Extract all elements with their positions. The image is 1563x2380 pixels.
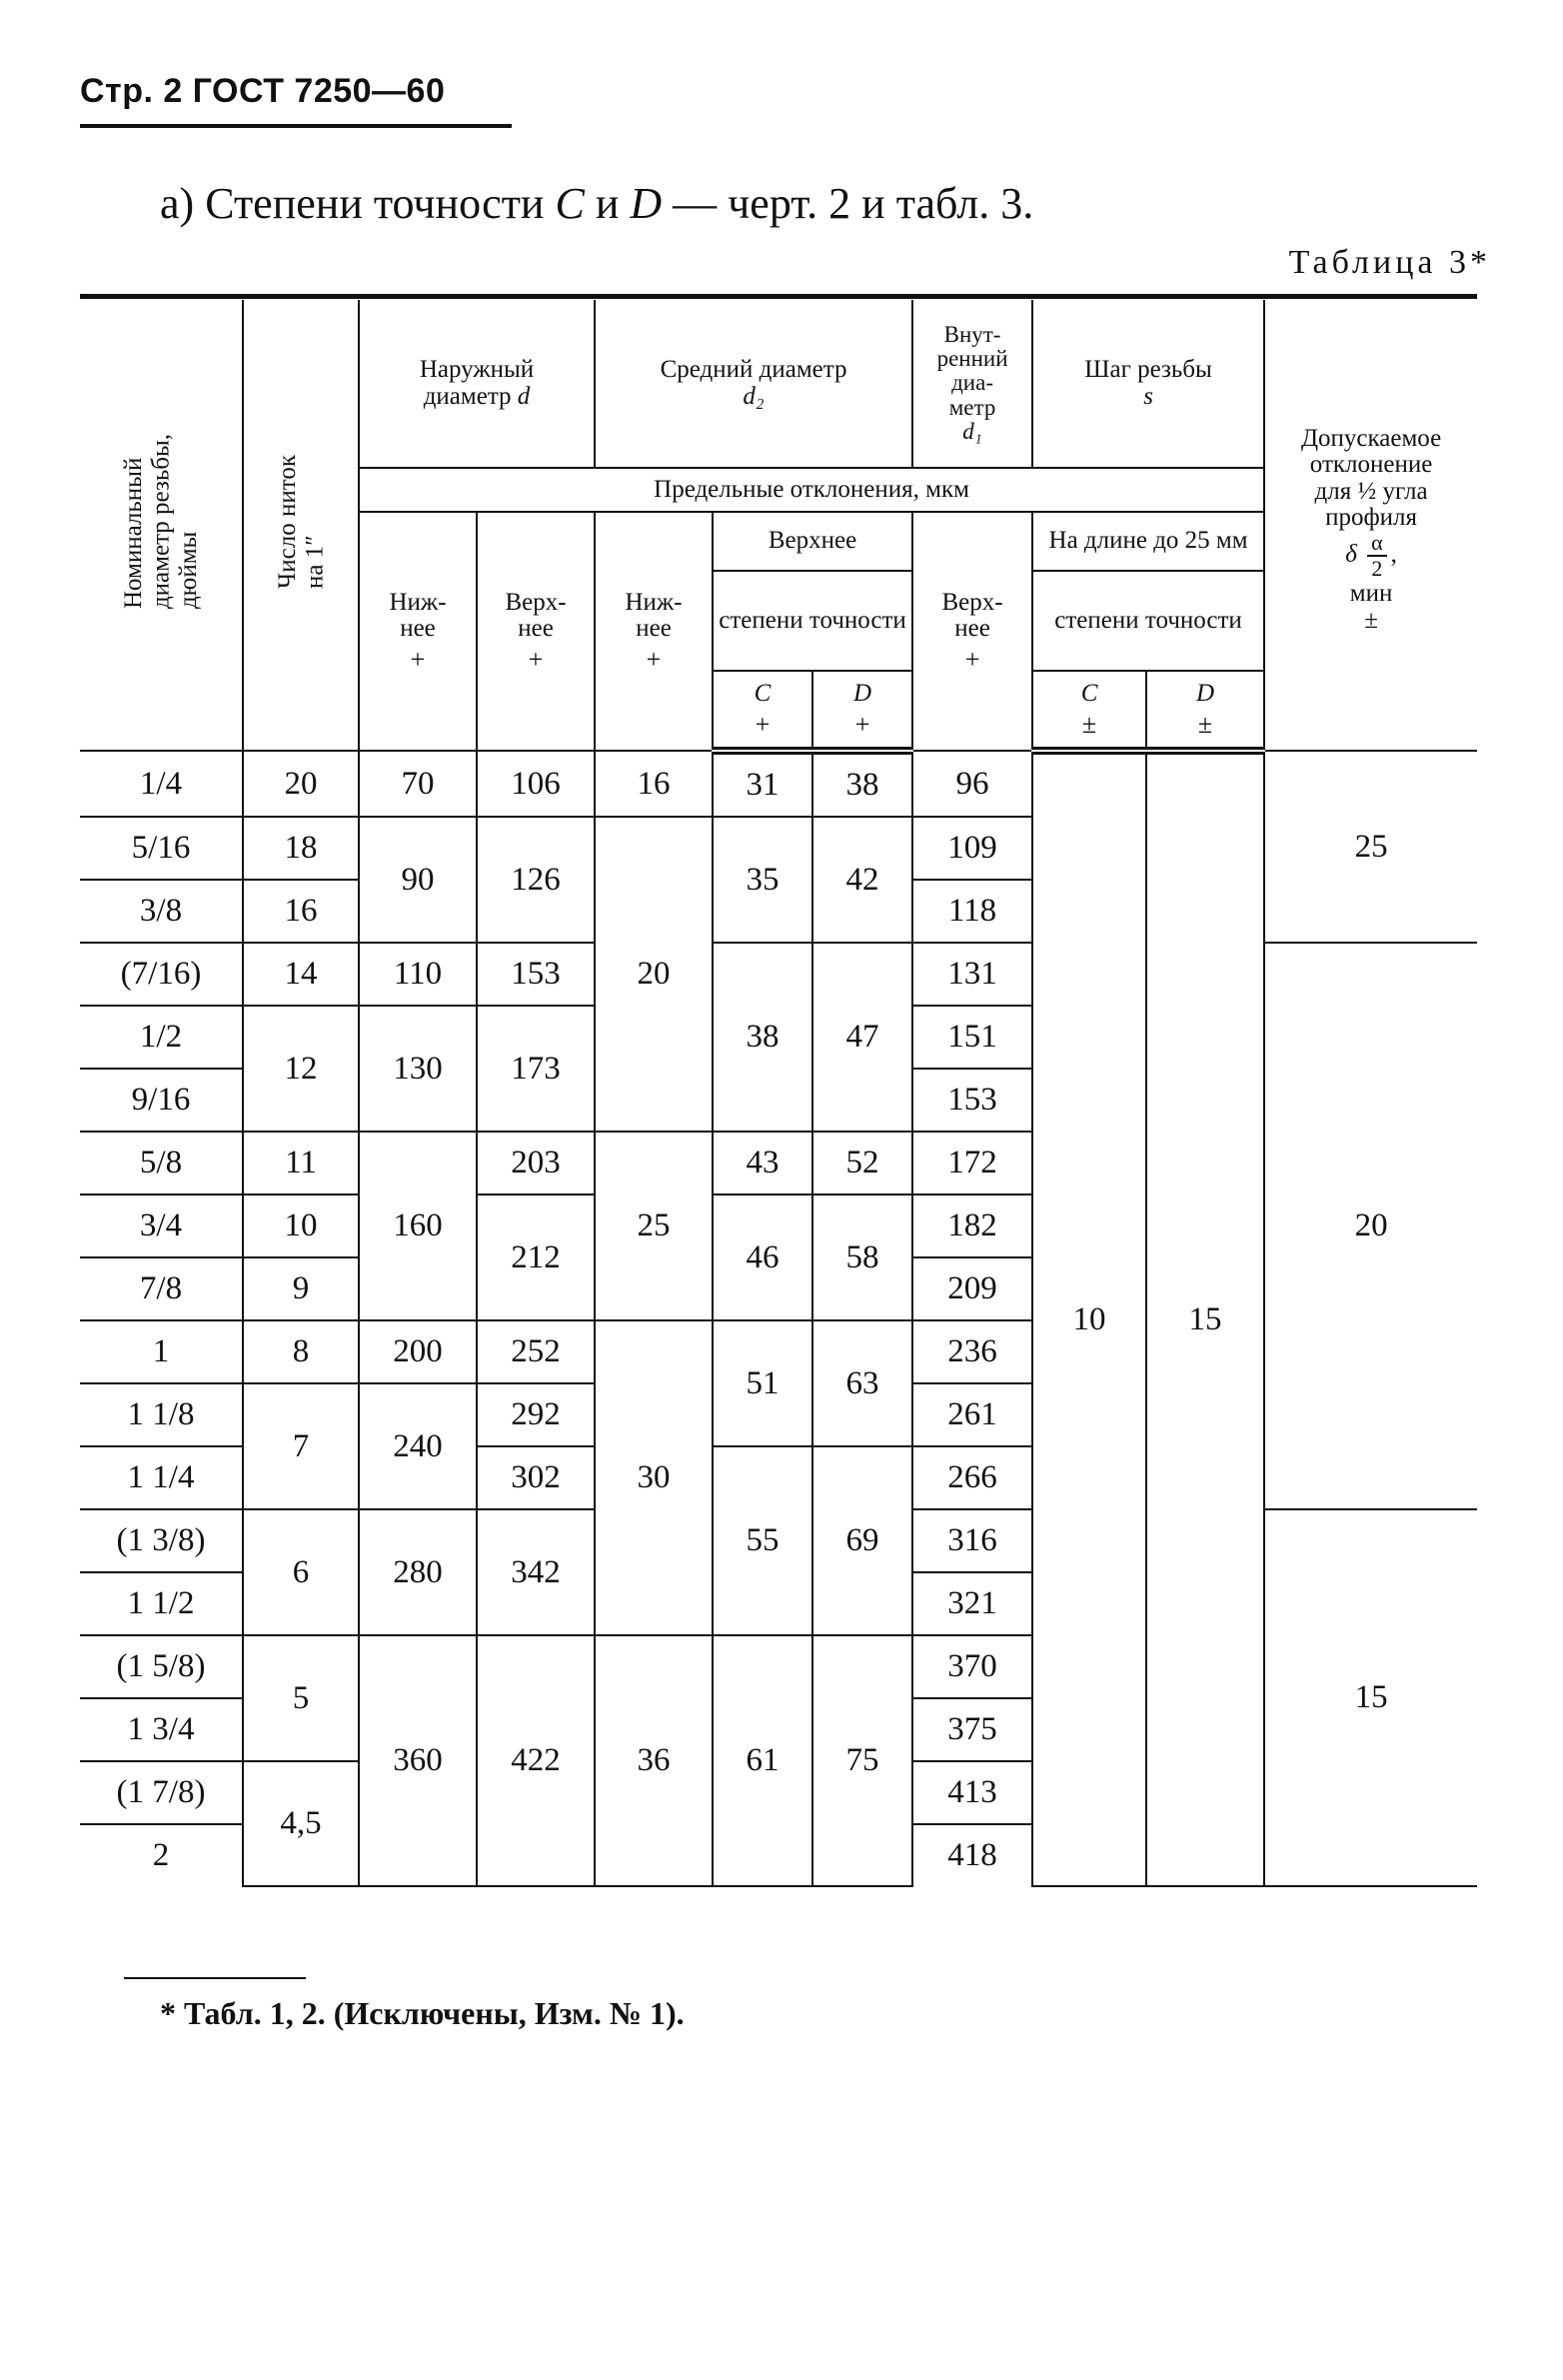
middle-d-cell: 69 xyxy=(812,1446,912,1635)
outer-upper-cell: 173 xyxy=(477,1006,595,1132)
nominal-cell: 1 3/4 xyxy=(80,1698,243,1761)
pitch-d-cell: 15 xyxy=(1146,751,1264,1886)
threads-cell: 14 xyxy=(243,943,359,1006)
header-middle-d-label: D xyxy=(853,679,872,707)
header-angle-line3: для ½ угла xyxy=(1314,477,1428,505)
table-row xyxy=(80,943,1477,1006)
angle-cell: 25 xyxy=(1264,751,1477,943)
nominal-cell: (1 3/8) xyxy=(80,1509,243,1572)
header-outer-upper-text: Верх- нее xyxy=(505,588,567,642)
inner-upper-cell: 153 xyxy=(912,1069,1032,1132)
header-pitch-d-sign: ± xyxy=(1197,709,1213,739)
header-angle-delta: δ xyxy=(1345,540,1357,568)
threads-cell: 12 xyxy=(243,1006,359,1132)
thread-tolerance-table xyxy=(80,300,1477,1887)
middle-d-cell: 38 xyxy=(812,751,912,817)
nominal-cell: 7/8 xyxy=(80,1257,243,1320)
outer-lower-cell: 360 xyxy=(359,1635,477,1886)
nominal-cell: 1 xyxy=(80,1320,243,1383)
intro-text-before: Степени точности xyxy=(205,179,545,228)
header-angle-line4: профиля xyxy=(1325,503,1418,531)
header-middle-c-label: C xyxy=(754,679,772,707)
header-inner-symbol: d₁ xyxy=(962,418,982,444)
header-middle-d xyxy=(812,671,912,751)
middle-c-cell: 55 xyxy=(713,1446,812,1635)
outer-lower-cell: 240 xyxy=(359,1383,477,1509)
threads-cell: 20 xyxy=(243,751,359,817)
nominal-cell: 1 1/4 xyxy=(80,1446,243,1509)
table-top-rule xyxy=(80,294,1477,299)
header-threads-text: Число ниток на 1″ xyxy=(273,454,328,589)
header-outer-line1: Наружный xyxy=(419,356,535,384)
middle-d-cell: 47 xyxy=(812,943,912,1132)
inner-upper-cell: 151 xyxy=(912,1006,1032,1069)
header-inner-upper xyxy=(912,512,1032,751)
header-inner-upper-sign: + xyxy=(964,645,980,675)
threads-cell: 9 xyxy=(243,1257,359,1320)
middle-c-cell: 38 xyxy=(713,943,812,1132)
threads-cell: 4,5 xyxy=(243,1761,359,1886)
header-pitch-d xyxy=(1146,671,1264,751)
header-limits: Предельные отклонения, мкм xyxy=(359,468,1264,512)
table-row xyxy=(80,751,1477,817)
middle-c-cell: 46 xyxy=(713,1194,812,1320)
nominal-cell: (7/16) xyxy=(80,943,243,1006)
middle-d-cell: 58 xyxy=(812,1194,912,1320)
intro-prefix: а) xyxy=(160,179,195,228)
header-angle-frac-num: α xyxy=(1367,531,1387,557)
intro-conj: и xyxy=(595,179,620,228)
header-pitch-d-label: D xyxy=(1196,679,1215,707)
inner-upper-cell: 413 xyxy=(912,1761,1032,1824)
header-middle-lower xyxy=(595,512,713,751)
nominal-cell: 5/8 xyxy=(80,1132,243,1194)
inner-upper-cell: 96 xyxy=(912,751,1032,817)
footnote: * Табл. 1, 2. (Исключены, Изм. № 1). xyxy=(160,1995,685,2031)
threads-cell: 18 xyxy=(243,817,359,880)
middle-lower-cell: 30 xyxy=(595,1320,713,1635)
header-inner-line2: ренний xyxy=(936,346,1008,372)
angle-cell: 20 xyxy=(1264,943,1477,1509)
intro-line xyxy=(160,178,1033,229)
header-threads xyxy=(243,300,359,751)
inner-upper-cell: 261 xyxy=(912,1383,1032,1446)
header-outer-symbol: d xyxy=(517,382,531,410)
header-inner-line1: Внут- xyxy=(943,322,1001,348)
outer-lower-cell: 280 xyxy=(359,1509,477,1635)
middle-c-cell: 51 xyxy=(713,1320,812,1446)
outer-upper-cell: 252 xyxy=(477,1320,595,1383)
outer-upper-cell: 212 xyxy=(477,1194,595,1320)
intro-grade-c: C xyxy=(555,179,585,228)
header-rule xyxy=(80,124,512,128)
header-middle xyxy=(595,300,912,468)
intro-grade-d: D xyxy=(630,179,663,228)
outer-upper-cell: 302 xyxy=(477,1446,595,1509)
inner-upper-cell: 370 xyxy=(912,1635,1032,1698)
middle-lower-cell: 25 xyxy=(595,1132,713,1320)
header-middle-lower-sign: + xyxy=(646,645,662,675)
header-pitch-symbol: s xyxy=(1143,382,1153,410)
threads-cell: 6 xyxy=(243,1509,359,1635)
inner-upper-cell: 316 xyxy=(912,1509,1032,1572)
outer-lower-cell: 90 xyxy=(359,817,477,943)
nominal-cell: 3/8 xyxy=(80,880,243,943)
middle-d-cell: 42 xyxy=(812,817,912,943)
header-outer-line2: диаметр xyxy=(423,382,512,410)
page-header: Стр. 2 ГОСТ 7250—60 xyxy=(80,72,446,110)
middle-c-cell: 61 xyxy=(713,1635,812,1886)
middle-c-cell: 35 xyxy=(713,817,812,943)
inner-upper-cell: 172 xyxy=(912,1132,1032,1194)
header-middle-c xyxy=(713,671,812,751)
header-angle-fraction xyxy=(1367,531,1387,581)
inner-upper-cell: 109 xyxy=(912,817,1032,880)
outer-lower-cell: 130 xyxy=(359,1006,477,1132)
outer-upper-cell: 292 xyxy=(477,1383,595,1446)
middle-lower-cell: 36 xyxy=(595,1635,713,1886)
outer-upper-cell: 106 xyxy=(477,751,595,817)
inner-upper-cell: 321 xyxy=(912,1572,1032,1635)
threads-cell: 10 xyxy=(243,1194,359,1257)
nominal-cell: 1/2 xyxy=(80,1006,243,1069)
header-pitch-line1: Шаг резьбы xyxy=(1084,356,1212,384)
outer-upper-cell: 342 xyxy=(477,1509,595,1635)
table-label: Таблица 3* xyxy=(1288,244,1491,281)
header-middle-symbol: d₂ xyxy=(743,382,765,410)
inner-upper-cell: 266 xyxy=(912,1446,1032,1509)
header-nominal xyxy=(80,300,243,751)
header-outer-lower-text: Ниж- нее xyxy=(389,588,447,642)
middle-d-cell: 52 xyxy=(812,1132,912,1194)
pitch-c-cell: 10 xyxy=(1032,751,1146,1886)
outer-upper-cell: 153 xyxy=(477,943,595,1006)
outer-lower-cell: 110 xyxy=(359,943,477,1006)
nominal-cell: 2 xyxy=(80,1824,243,1886)
header-outer-upper xyxy=(477,512,595,751)
header-angle-sign: ± xyxy=(1364,606,1378,634)
header-pitch-c-sign: ± xyxy=(1081,709,1097,739)
inner-upper-cell: 236 xyxy=(912,1320,1032,1383)
middle-d-cell: 63 xyxy=(812,1320,912,1446)
threads-cell: 7 xyxy=(243,1383,359,1509)
middle-lower-cell: 16 xyxy=(595,751,713,817)
inner-upper-cell: 182 xyxy=(912,1194,1032,1257)
nominal-cell: 1/4 xyxy=(80,751,243,817)
threads-cell: 11 xyxy=(243,1132,359,1194)
inner-upper-cell: 375 xyxy=(912,1698,1032,1761)
outer-lower-cell: 70 xyxy=(359,751,477,817)
header-pitch-c-label: C xyxy=(1080,679,1098,707)
header-middle-grades: степени точности xyxy=(713,571,912,671)
inner-upper-cell: 209 xyxy=(912,1257,1032,1320)
outer-upper-cell: 203 xyxy=(477,1132,595,1194)
header-pitch xyxy=(1032,300,1264,468)
header-middle-lower-text: Ниж- нее xyxy=(625,588,683,642)
nominal-cell: 1 1/8 xyxy=(80,1383,243,1446)
nominal-cell: 5/16 xyxy=(80,817,243,880)
header-outer-upper-sign: + xyxy=(528,645,544,675)
header-inner-line3: диа- xyxy=(951,370,993,396)
inner-upper-cell: 131 xyxy=(912,943,1032,1006)
middle-c-cell: 43 xyxy=(713,1132,812,1194)
header-angle-frac-den: 2 xyxy=(1371,556,1383,582)
outer-lower-cell: 200 xyxy=(359,1320,477,1383)
header-angle-line2: отклонение xyxy=(1309,451,1433,479)
threads-cell: 5 xyxy=(243,1635,359,1761)
header-outer-lower xyxy=(359,512,477,751)
angle-cell: 15 xyxy=(1264,1509,1477,1886)
header-nominal-text: Номинальный диаметр резьбы, дюймы xyxy=(119,434,202,610)
header-angle: Допускаемое отклонение для ½ угла профиля δ $\frac{\alpha}{2}$ , мин ± xyxy=(1264,300,1477,751)
header-outer xyxy=(359,300,595,468)
header-outer-lower-sign: + xyxy=(410,645,426,675)
outer-lower-cell: 160 xyxy=(359,1132,477,1320)
outer-upper-cell: 422 xyxy=(477,1635,595,1886)
middle-lower-cell: 20 xyxy=(595,817,713,1132)
nominal-cell: (1 5/8) xyxy=(80,1635,243,1698)
header-pitch-length: На длине до 25 мм xyxy=(1032,512,1264,571)
header-middle-c-sign: + xyxy=(755,709,771,739)
intro-text-after: — черт. 2 и табл. 3. xyxy=(673,179,1034,228)
threads-cell: 16 xyxy=(243,880,359,943)
nominal-cell: 3/4 xyxy=(80,1194,243,1257)
header-middle-d-sign: + xyxy=(854,709,870,739)
outer-upper-cell: 126 xyxy=(477,817,595,943)
header-inner-upper-text: Верх- нее xyxy=(941,588,1003,642)
header-inner-line4: метр xyxy=(948,394,996,420)
inner-upper-cell: 418 xyxy=(912,1824,1032,1886)
header-pitch-grades: степени точности xyxy=(1032,571,1264,671)
threads-cell: 8 xyxy=(243,1320,359,1383)
header-middle-line1: Средний диаметр xyxy=(660,356,847,384)
footnote-rule xyxy=(124,1977,306,1979)
middle-c-cell: 31 xyxy=(713,751,812,817)
nominal-cell: 1 1/2 xyxy=(80,1572,243,1635)
inner-upper-cell: 118 xyxy=(912,880,1032,943)
nominal-cell: 9/16 xyxy=(80,1069,243,1132)
header-angle-line1: Допускаемое xyxy=(1300,425,1442,452)
middle-d-cell: 75 xyxy=(812,1635,912,1886)
header-middle-upper: Верхнее xyxy=(713,512,912,571)
header-inner xyxy=(912,300,1032,468)
header-pitch-c xyxy=(1032,671,1146,751)
nominal-cell: (1 7/8) xyxy=(80,1761,243,1824)
header-angle-unit: мин xyxy=(1349,580,1393,608)
